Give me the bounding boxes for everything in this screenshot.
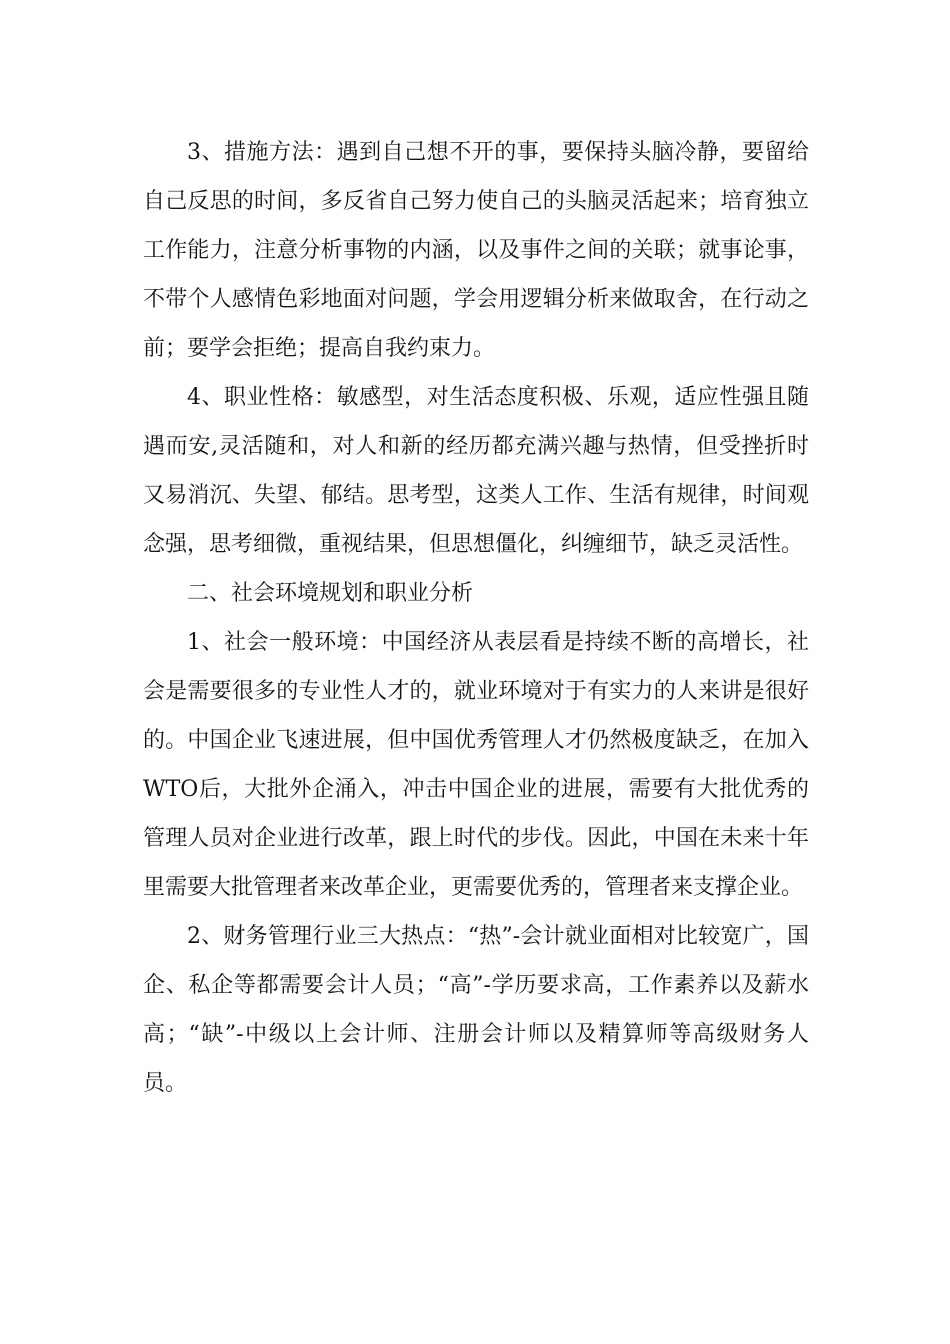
paragraph-general-environment: 1、社会一般环境：中国经济从表层看是持续不断的高增长，社会是需要很多的专业性人才的，就业环境对于有实力的人来讲是很好的。中国企业飞速进展，但中国优秀管理人才仍然极度缺乏，在加入WTO后，大批外企涌入，冲击中国企业的进展，需要有大批优秀的管理人员对企业进行改革，跟上时代的步伐。因此，中国在未来十年里需要大批管理者来改革企业，更需要优秀的，管理者来支撑企业。 (143, 630, 809, 900)
paragraph-measures: 3、措施方法：遇到自己想不开的事，要保持头脑冷静，要留给自己反思的时间，多反省自己努力使自己的头脑灵活起来；培育独立工作能力，注意分析事物的内涵，以及事件之间的关联；就事论事，不带个人感情色彩地面对问题，学会用逻辑分析来做取舍，在行动之前；要学会拒绝；提高自我约束力。 (143, 140, 809, 361)
section-heading-social-environment: 二、社会环境规划和职业分析 (187, 581, 474, 606)
document-body (143, 128, 809, 1108)
paragraph-career-personality: 4、职业性格：敏感型，对生活态度积极、乐观，适应性强且随遇而安,灵活随和，对人和新的经历都充满兴趣与热情，但受挫折时又易消沉、失望、郁结。思考型，这类人工作、生活有规律，时间观念强，思考细微，重视结果，但思想僵化，纠缠细节，缺乏灵活性。 (143, 385, 809, 557)
paragraph-finance-hotspots: 2、财务管理行业三大热点：“热”-会计就业面相对比较宽广，国企、私企等都需要会计人员；“高”-学历要求高，工作素养以及薪水高；“缺”-中级以上会计师、注册会计师以及精算师等高级财务人员。 (143, 924, 809, 1096)
